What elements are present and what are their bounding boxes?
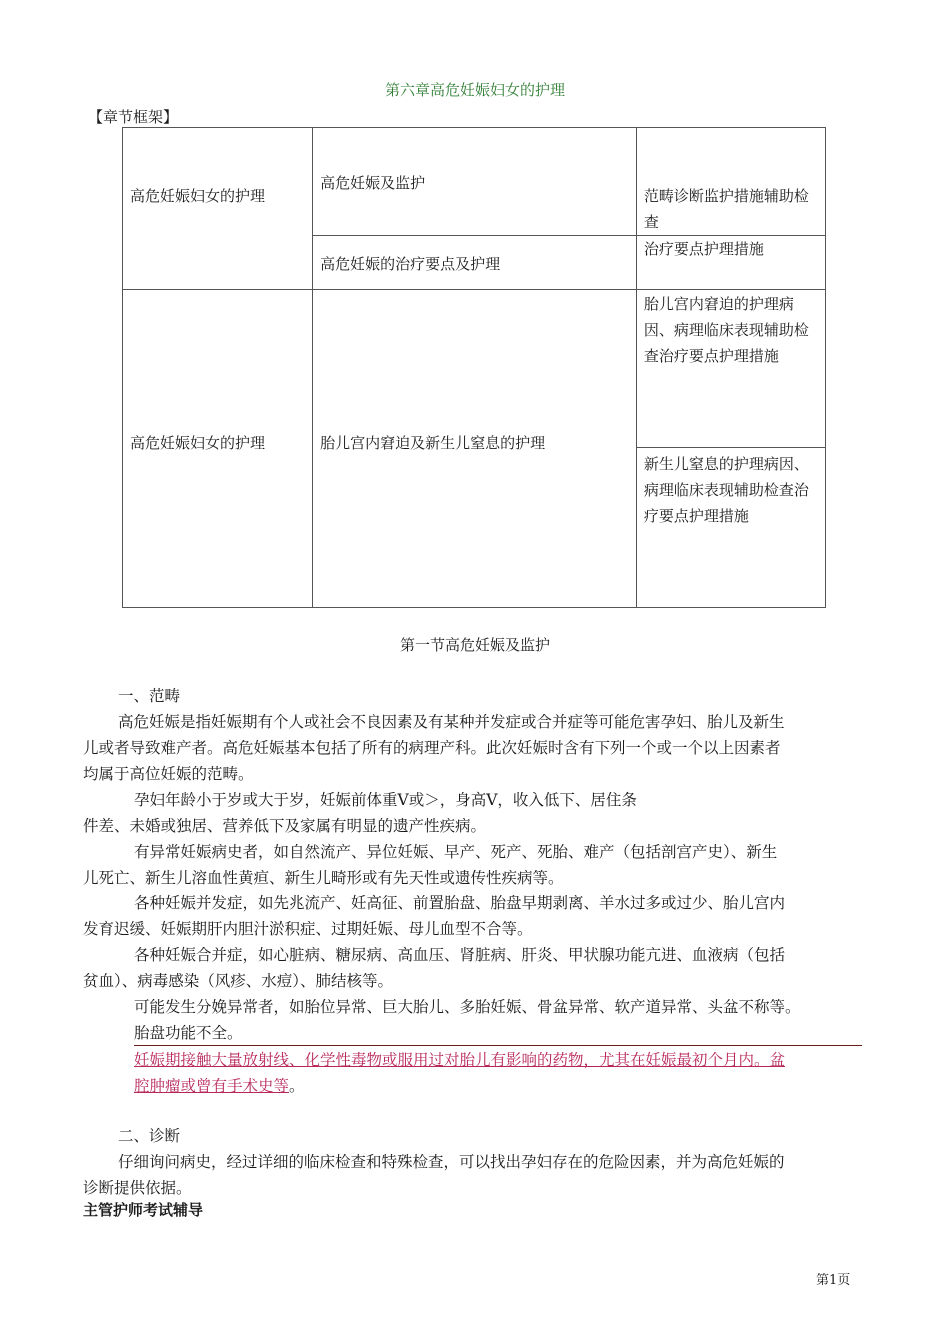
period: 。 (289, 1077, 305, 1095)
paragraph-line: 诊断提供依据。 (83, 1179, 192, 1197)
section-title: 第一节高危妊娠及监护 (399, 636, 550, 654)
paragraph-line: 贫血）、病毒感染（风疹、水痘）、肺结核等。 (83, 972, 394, 990)
highlighted-line (134, 1073, 305, 1099)
paragraph-line: 各种妊娠合并症，如心脏病、糖尿病、高血压、肾脏病、肝炎、甲状腺功能亢进、血液病（包括 (134, 946, 786, 964)
paragraph-line: 胎盘功能不全。 (134, 1024, 243, 1042)
table-cell: 高危妊娠的治疗要点及护理 (313, 236, 637, 290)
highlighted-text: 腔肿瘤或曾有手术史等 (134, 1077, 290, 1095)
highlighted-line (134, 1047, 785, 1073)
table-cell: 范畴诊断监护措施辅助检查 (636, 128, 825, 236)
paragraph-line: 件差、未婚或独居、营养低下及家属有明显的遗产性疾病。 (83, 817, 487, 835)
page-number: 第1页 (816, 1273, 851, 1288)
paragraph-line: 可能发生分娩异常者，如胎位异常、巨大胎儿、多胎妊娠、骨盆异常、软产道异常、头盆不称等。 (134, 998, 801, 1016)
table-cell: 治疗要点护理措施 (636, 236, 825, 290)
highlighted-text: 妊娠期接触大量放射线、化学性毒物或服用过对胎儿有影响的药物，尤其在妊娠最初个月内。盆 (134, 1051, 786, 1069)
table-cell: 新生儿窒息的护理病因、病理临床表现辅助检查治疗要点护理措施 (636, 448, 825, 608)
chapter-title: 第六章高危妊娠妇女的护理 (384, 81, 565, 99)
table-cell: 高危妊娠妇女的护理 (123, 128, 313, 290)
footer-label: 主管护师考试辅导 (83, 1201, 204, 1219)
paragraph-line: 有异常妊娠病史者，如自然流产、异位妊娠、早产、死产、死胎、难产（包括剖宫产史）、新生 (134, 843, 778, 861)
paragraph-line: 各种妊娠并发症，如先兆流产、妊高征、前置胎盘、胎盘早期剥离、羊水过多或过少、胎儿宫内 (134, 894, 786, 912)
table-cell: 胎儿宫内窘迫及新生儿窒息的护理 (313, 290, 637, 608)
chapter-framework-table (122, 127, 826, 608)
paragraph-line: 孕妇年龄小于岁或大于岁，妊娠前体重Ⅴ或＞，身高Ⅴ，收入低下、居住条 (134, 791, 637, 809)
table-cell: 高危妊娠妇女的护理 (123, 290, 313, 608)
paragraph-line: 儿死亡、新生儿溶血性黄疸、新生儿畸形或有先天性或遗传性疾病等。 (83, 869, 564, 887)
paragraph-line: 仔细询问病史，经过详细的临床检查和特殊检查，可以找出孕妇存在的危险因素，并为高危妊娠的 (118, 1153, 785, 1171)
paragraph-line: 发育迟缓、妊娠期肝内胆汁淤积症、过期妊娠、母儿血型不合等。 (83, 920, 533, 938)
table-cell: 高危妊娠及监护 (313, 128, 637, 236)
framework-label: 【章节框架】 (88, 108, 179, 126)
table-cell: 胎儿宫内窘迫的护理病因、病理临床表现辅助检查治疗要点护理措施 (636, 290, 825, 448)
heading-diagnosis: 二、诊断 (118, 1127, 181, 1145)
paragraph-line: 高危妊娠是指妊娠期有个人或社会不良因素及有某种并发症或合并症等可能危害孕妇、胎儿及新生 (118, 713, 785, 731)
paragraph-line: 儿或者导致难产者。高危妊娠基本包括了所有的病理产科。此次妊娠时含有下列一个或一个以上因素者 (83, 739, 781, 757)
divider-line (134, 1045, 862, 1046)
heading-scope: 一、范畴 (118, 687, 181, 705)
paragraph-line: 均属于高位妊娠的范畴。 (83, 765, 254, 783)
